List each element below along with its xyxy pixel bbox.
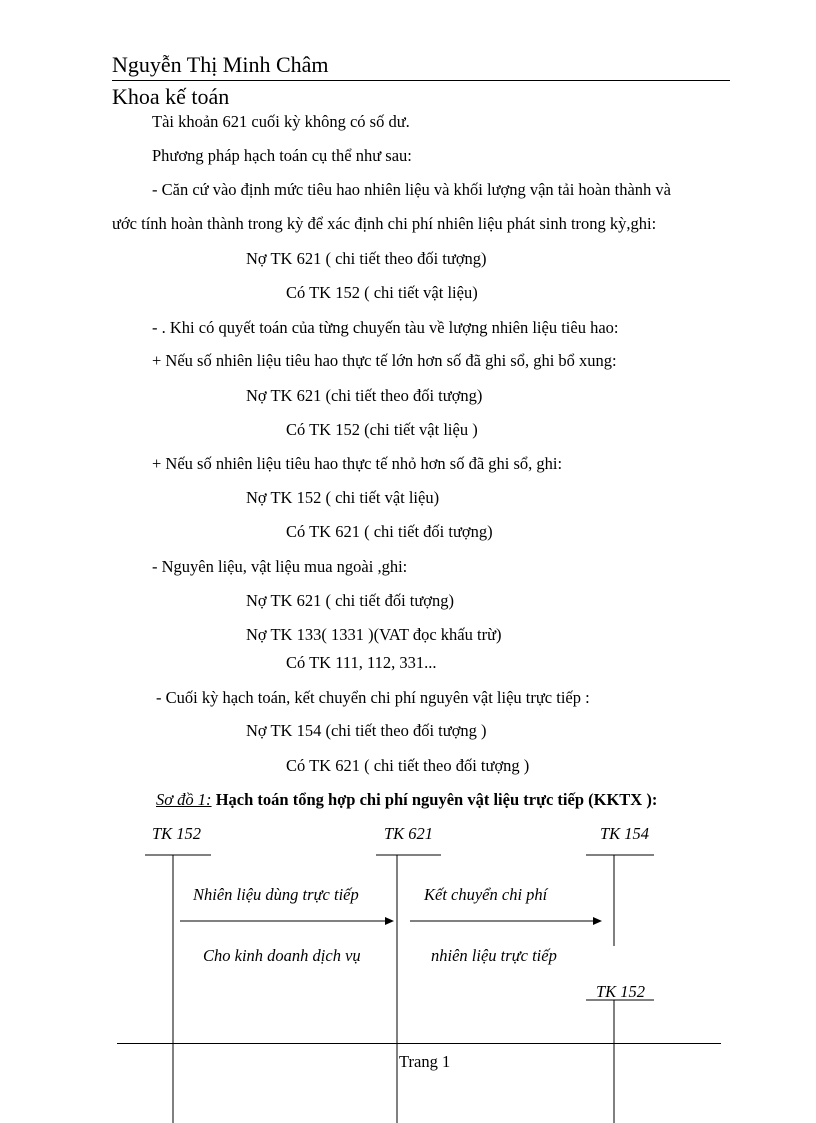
text-line: - Nguyên liệu, vật liệu mua ngoài ,ghi:	[152, 557, 408, 576]
text-line: Phương pháp hạch toán cụ thể như sau:	[152, 146, 412, 165]
journal-entry-credit: Có TK 152 (chi tiết vật liệu )	[286, 420, 478, 439]
text-line: Tài khoản 621 cuối kỳ không có số dư.	[152, 112, 410, 131]
account-label-tk621: TK 621	[384, 824, 434, 843]
footer-divider	[117, 1043, 721, 1044]
faculty-name: Khoa kế toán	[112, 84, 230, 109]
journal-entry-credit: Có TK 621 ( chi tiết theo đối tượng )	[286, 756, 530, 775]
journal-entry-debit: Nợ TK 621 ( chi tiết đối tượng)	[246, 591, 455, 610]
account-label-tk152: TK 152	[152, 824, 202, 843]
text-line: - Cuối kỳ hạch toán, kết chuyển chi phí nguyên vật liệu trực tiếp :	[156, 688, 590, 707]
flow-label-bottom: nhiên liệu trực tiếp	[431, 946, 557, 965]
journal-entry-debit: Nợ TK 621 (chi tiết theo đối tượng)	[246, 386, 483, 405]
journal-entry-debit: Nợ TK 133( 1331 )(VAT đọc khấu trừ)	[246, 625, 502, 644]
journal-entry-credit: Có TK 111, 112, 331...	[286, 653, 437, 672]
text-line: + Nếu số nhiên liệu tiêu hao thực tế lớn hơn số đã ghi sổ, ghi bổ xung:	[152, 351, 617, 370]
journal-entry-debit: Nợ TK 621 ( chi tiết theo đối tượng)	[246, 249, 487, 268]
account-label-tk154: TK 154	[600, 824, 650, 843]
arrowhead-2	[593, 917, 602, 925]
page-number: Trang 1	[399, 1052, 451, 1071]
author-name: Nguyễn Thị Minh Châm	[112, 52, 329, 77]
text-line: - Căn cứ vào định mức tiêu hao nhiên liệu và khối lượng vận tải hoàn thành và	[152, 180, 671, 199]
text-line: + Nếu số nhiên liệu tiêu hao thực tế nhỏ hơn số đã ghi sổ, ghi:	[152, 454, 563, 473]
journal-entry-debit: Nợ TK 154 (chi tiết theo đối tượng )	[246, 721, 487, 740]
account-label-tk152-bottom: TK 152	[596, 982, 646, 1001]
flow-label-top: Nhiên liệu dùng trực tiếp	[193, 885, 359, 904]
flow-label-bottom: Cho kinh doanh dịch vụ	[203, 946, 361, 965]
diagram-caption-title: Hạch toán tổng hợp chi phí nguyên vật liệu trực tiếp (KKTX ):	[211, 790, 658, 809]
journal-entry-debit: Nợ TK 152 ( chi tiết vật liệu)	[246, 488, 440, 507]
arrowhead-1	[385, 917, 394, 925]
text-line: - . Khi có quyết toán của từng chuyến tàu về lượng nhiên liệu tiêu hao:	[152, 318, 619, 337]
journal-entry-credit: Có TK 621 ( chi tiết đối tượng)	[286, 522, 493, 541]
journal-entry-credit: Có TK 152 ( chi tiết vật liệu)	[286, 283, 478, 302]
text-line: ước tính hoàn thành trong kỳ để xác định chi phí nhiên liệu phát sinh trong kỳ,ghi:	[112, 214, 657, 233]
flow-label-top: Kết chuyển chi phí	[424, 885, 548, 904]
diagram-caption-label: Sơ đồ 1:	[156, 790, 212, 809]
